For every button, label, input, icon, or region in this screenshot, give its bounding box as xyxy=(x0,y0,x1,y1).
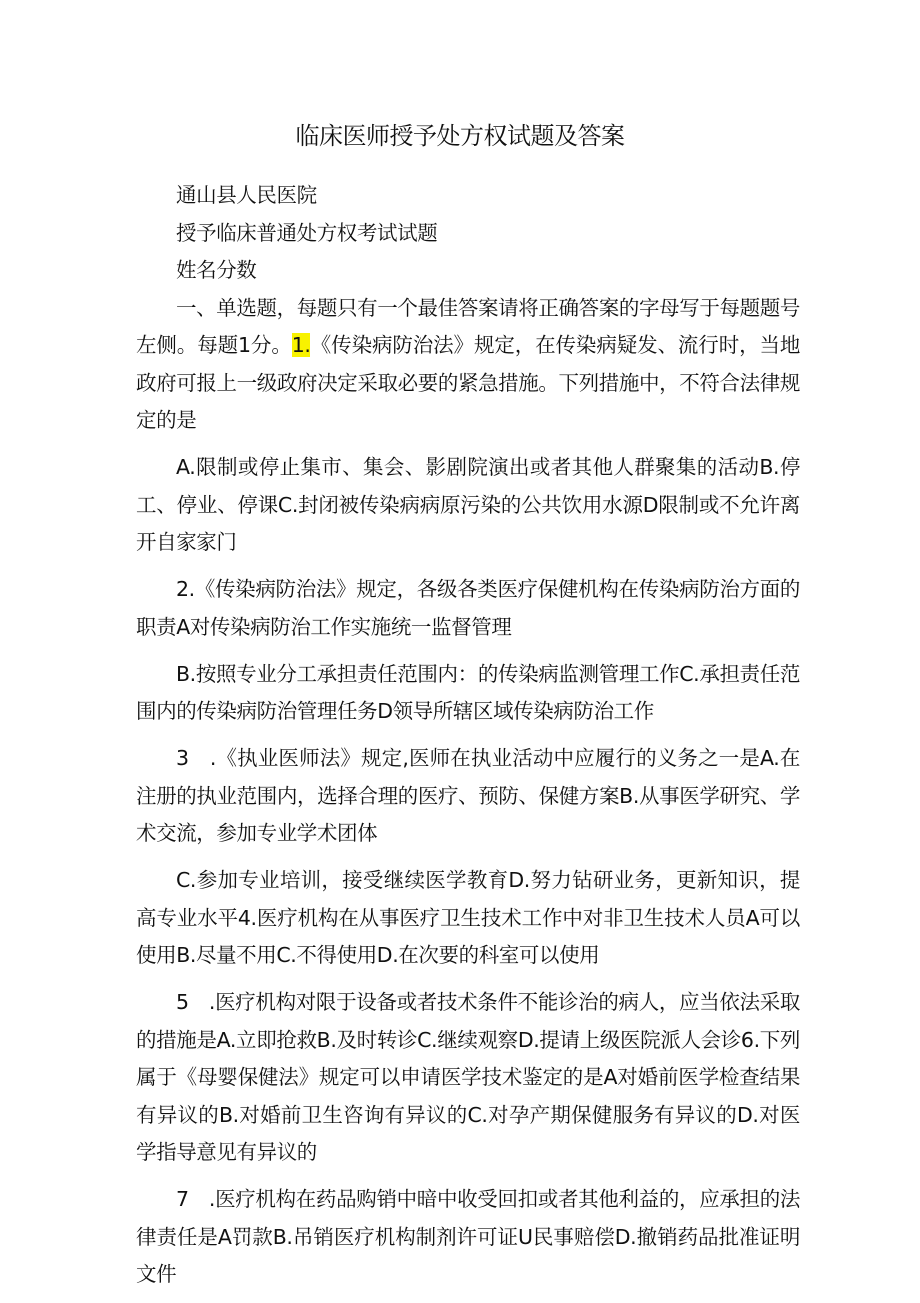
hospital-name: 通山县人民医院 xyxy=(176,183,317,207)
question-2: 2.《传染病防治法》规定，各级各类医疗保健机构在传染病防治方面的职责A对传染病防治工作实施统一监督管理 xyxy=(136,577,800,639)
section-intro: 一、单选题，每题只有一个最佳答案请将正确答案的字母写于每题题号左侧。每题1分。 xyxy=(136,295,800,357)
question-3: 3 .《执业医师法》规定,医师在执业活动中应履行的义务之一是A.在注册的执业范围内，选择合理的医疗、预防、保健方案B.从事医学研究、学术交流，参加专业学术团体 xyxy=(136,746,800,845)
section-intro-paragraph xyxy=(136,290,800,440)
question-1-text: 《传染病防治法》规定，在传染病疑发、流行时，当地政府可报上一级政府决定采取必要的紧急措施。下列措施中，不符合法律规定的是 xyxy=(136,333,800,432)
highlighted-question-number: 1. xyxy=(291,333,311,357)
exam-title: 授予临床普通处方权考试试题 xyxy=(176,220,438,245)
question-1-options: A.限制或停止集市、集会、影剧院演出或者其他人群聚集的活动B.停工、停业、停课C.封闭被传染病病原污染的公共饮用水源D限制或不允许离开自家家门 xyxy=(136,455,800,554)
name-score-line: 姓名分数 xyxy=(176,258,257,282)
question-7: 7 .医疗机构在药品购销中暗中收受回扣或者其他利益的，应承担的法律责任是A罚款B.吊销医疗机构制剂许可证U民事赔偿D.撤销药品批准证明文件 xyxy=(136,1187,800,1286)
question-2-options: B.按照专业分工承担责任范围内：的传染病监测管理工作C.承担责任范围内的传染病防治管理任务D领导所辖区域传染病防治工作 xyxy=(136,661,800,723)
document-body xyxy=(136,177,800,1303)
document-title: 临床医师授予处方权试题及答案 xyxy=(295,122,625,150)
questions-5-and-6: 5 .医疗机构对限于设备或者技术条件不能诊治的病人，应当依法采取的措施是A.立即抢救B.及时转诊C.继续观察D.提请上级医院派人会诊6.下列属于《母婴保健法》规定可以申请医学技术鉴定的是A对婚前医学检查结果有异议的B.对婚前卫生咨询有异议的C.对孕产期保健服务有异议的D.对医学指导意见有异议的 xyxy=(136,990,800,1164)
question-3-options-and-question-4: C.参加专业培训，接受继续医学教育D.努力钻研业务，更新知识，提高专业水平4.医疗机构在从事医疗卫生技术工作中对非卫生技术人员A可以使用B.尽量不用C.不得使用D.在次要的科室可以使用 xyxy=(136,868,800,967)
